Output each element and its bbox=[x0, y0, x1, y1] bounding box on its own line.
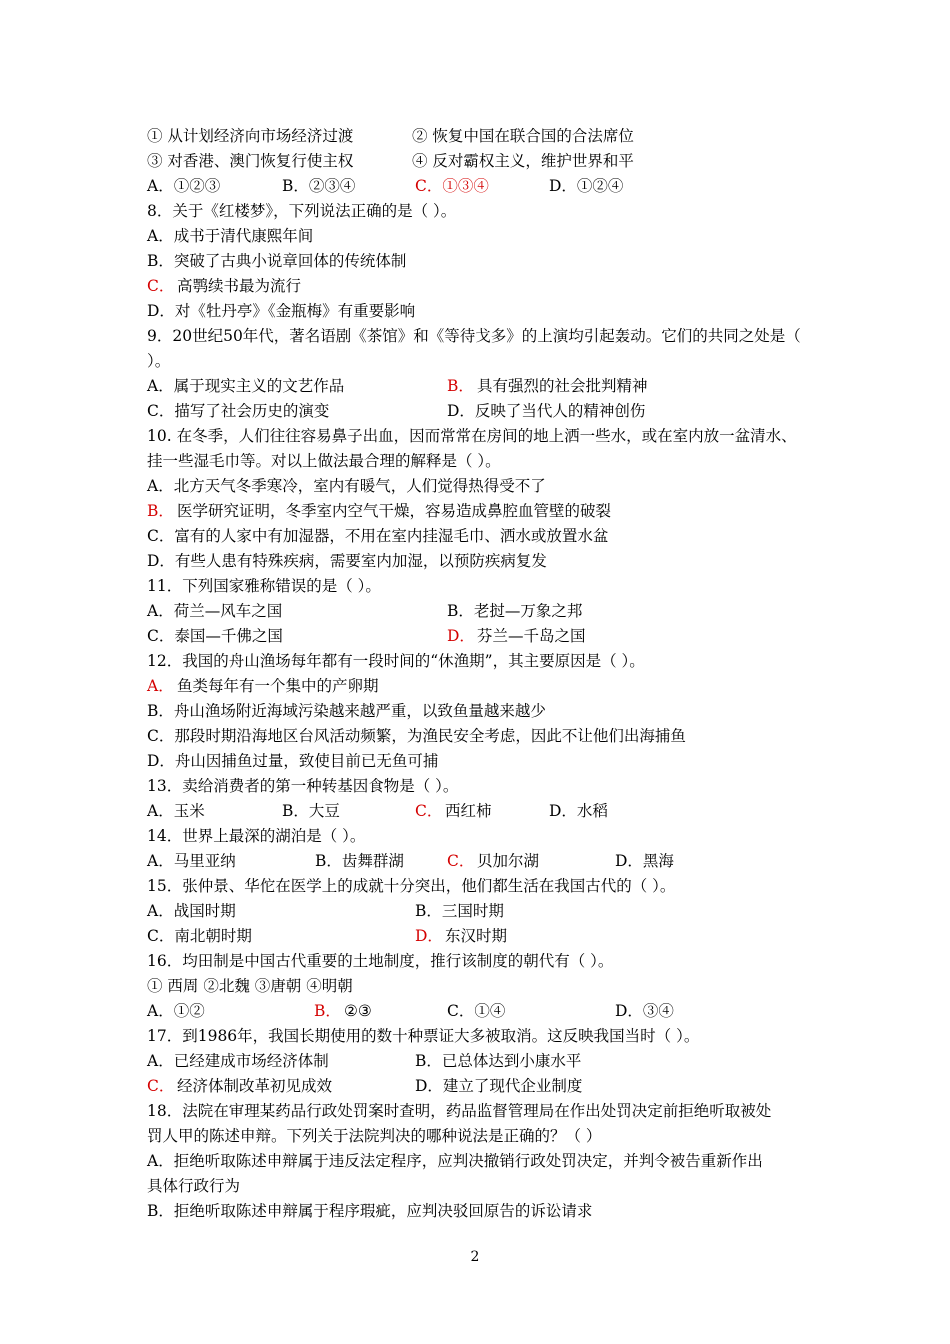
text-segment: D．黑海 bbox=[615, 852, 674, 870]
text-segment: 15．张仲景、华佗在医学上的成就十分突出，他们都生活在我国古代的（ ）。 bbox=[147, 877, 676, 895]
text-segment: 9．20世纪50年代，著名语剧《茶馆》和《等待戈多》的上演均引起轰动。它们的共同之处是（ bbox=[147, 327, 801, 345]
text-segment: A．北方天气冬季寒冷，室内有暖气，人们觉得热得受不了 bbox=[147, 477, 546, 495]
text-segment: 10. 在冬季，人们往往容易鼻子出血，因而常常在房间的地上洒一些水，或在室内放一盆清水、 bbox=[147, 427, 797, 445]
text-segment: D．①②④ bbox=[549, 177, 624, 195]
text-segment: ）。 bbox=[147, 352, 171, 370]
text-segment: 高鹗续书最为流行 bbox=[177, 277, 302, 295]
text-segment: B．拒绝听取陈述申辩属于程序瑕疵，应判决驳回原告的诉讼请求 bbox=[147, 1202, 593, 1220]
text-segment: B．大豆 bbox=[282, 802, 340, 820]
answer-key-marker: B． bbox=[314, 1002, 341, 1020]
text-segment: A．①② bbox=[147, 1002, 205, 1020]
text-segment: 医学研究证明，冬季室内空气干燥，容易造成鼻腔血管壁的破裂 bbox=[177, 502, 612, 520]
page-number: 2 bbox=[470, 1249, 480, 1265]
answer-key-marker: D． bbox=[415, 927, 443, 945]
text-segment: ②③ bbox=[344, 1002, 372, 1020]
text-segment: 16．均田制是中国古代重要的土地制度，推行该制度的朝代有（ ）。 bbox=[147, 952, 614, 970]
text-segment: 罚人甲的陈述申辩。下列关于法院判决的哪种说法是正确的？（ ） bbox=[147, 1127, 602, 1145]
text-segment: A．①②③ bbox=[147, 177, 221, 195]
text-segment: D．③④ bbox=[615, 1002, 674, 1020]
text-segment: A．马里亚纳 bbox=[147, 852, 236, 870]
text-segment: 具体行政行为 bbox=[147, 1177, 241, 1195]
text-segment: 芬兰—千岛之国 bbox=[477, 627, 586, 645]
text-segment: B．突破了古典小说章回体的传统体制 bbox=[147, 252, 407, 270]
text-segment: B．老挝—万象之邦 bbox=[447, 602, 583, 620]
text-segment: C．①④ bbox=[447, 1002, 506, 1020]
text-segment: ④ 反对霸权主义，维护世界和平 bbox=[412, 152, 634, 170]
text-segment: C．南北朝时期 bbox=[147, 927, 252, 945]
answer-key-marker: C． bbox=[415, 802, 443, 820]
text-segment: D．有些人患有特殊疾病，需要室内加湿，以预防疾病复发 bbox=[147, 552, 547, 570]
text-segment: D．建立了现代企业制度 bbox=[415, 1077, 583, 1095]
text-segment: 贝加尔湖 bbox=[477, 852, 540, 870]
text-segment: B．齿舞群湖 bbox=[315, 852, 404, 870]
text-segment: C．那段时期沿海地区台风活动频繁，为渔民安全考虑，因此不让他们出海捕鱼 bbox=[147, 727, 686, 745]
text-segment: 西红柿 bbox=[445, 802, 492, 820]
text-segment: D．舟山因捕鱼过量，致使目前已无鱼可捕 bbox=[147, 752, 439, 770]
text-segment: 鱼类每年有一个集中的产卵期 bbox=[177, 677, 379, 695]
text-segment: ① 西周 ②北魏 ③唐朝 ④明朝 bbox=[147, 977, 353, 995]
text-segment: C．描写了社会历史的演变 bbox=[147, 402, 330, 420]
text-segment: ③ 对香港、澳门恢复行使主权 bbox=[147, 152, 354, 170]
text-segment: D．对《牡丹亭》《金瓶梅》有重要影响 bbox=[147, 302, 416, 320]
text-segment: A．属于现实主义的文艺作品 bbox=[147, 377, 345, 395]
answer-key-marker: B． bbox=[147, 502, 174, 520]
answer-key-marker: C．①③④ bbox=[415, 177, 489, 195]
text-segment: 挂一些湿毛巾等。对以上做法最合理的解释是（ ）。 bbox=[147, 452, 501, 470]
text-segment: A．成书于清代康熙年间 bbox=[147, 227, 314, 245]
answer-key-marker: B． bbox=[447, 377, 474, 395]
text-segment: A．荷兰—风车之国 bbox=[147, 602, 283, 620]
text-segment: 8．关于《红楼梦》，下列说法正确的是（ ）。 bbox=[147, 202, 457, 220]
text-segment: 18．法院在审理某药品行政处罚案时查明，药品监督管理局在作出处罚决定前拒绝听取被处 bbox=[147, 1102, 772, 1120]
text-segment: ② 恢复中国在联合国的合法席位 bbox=[412, 127, 634, 145]
text-segment: B．舟山渔场附近海域污染越来越严重，以致鱼量越来越少 bbox=[147, 702, 546, 720]
text-segment: 具有强烈的社会批判精神 bbox=[477, 377, 648, 395]
text-segment: 14．世界上最深的湖泊是（ ）。 bbox=[147, 827, 366, 845]
text-segment: C．富有的人家中有加湿器，不用在室内挂湿毛巾、洒水或放置水盆 bbox=[147, 527, 609, 545]
answer-key-marker: A． bbox=[147, 677, 174, 695]
text-segment: C．泰国—千佛之国 bbox=[147, 627, 283, 645]
answer-key-marker: C． bbox=[147, 1077, 175, 1095]
text-segment: 11．下列国家雅称错误的是（ ）。 bbox=[147, 577, 381, 595]
text-segment: 17．到1986年，我国长期使用的数十种票证大多被取消。这反映我国当时（ ）。 bbox=[147, 1027, 700, 1045]
text-segment: D．反映了当代人的精神创伤 bbox=[447, 402, 646, 420]
text-segment: D．水稻 bbox=[549, 802, 608, 820]
text-segment: B．三国时期 bbox=[415, 902, 504, 920]
text-segment: ① 从计划经济向市场经济过渡 bbox=[147, 127, 354, 145]
text-segment: B．②③④ bbox=[282, 177, 356, 195]
answer-key-marker: C． bbox=[447, 852, 475, 870]
text-segment: A．拒绝听取陈述申辩属于违反法定程序，应判决撤销行政处罚决定，并判令被告重新作出 bbox=[147, 1152, 763, 1170]
text-segment: 经济体制改革初见成效 bbox=[177, 1077, 333, 1095]
text-segment: A．已经建成市场经济体制 bbox=[147, 1052, 329, 1070]
text-segment: A．玉米 bbox=[147, 802, 205, 820]
answer-key-marker: C． bbox=[147, 277, 175, 295]
text-segment: 13．卖给消费者的第一种转基因食物是（ ）。 bbox=[147, 777, 459, 795]
text-segment: 东汉时期 bbox=[445, 927, 508, 945]
text-segment: B．已总体达到小康水平 bbox=[415, 1052, 582, 1070]
text-segment: A．战国时期 bbox=[147, 902, 236, 920]
text-segment: 12．我国的舟山渔场每年都有一段时间的“休渔期”，其主要原因是（ ）。 bbox=[147, 652, 645, 670]
answer-key-marker: D． bbox=[447, 627, 475, 645]
